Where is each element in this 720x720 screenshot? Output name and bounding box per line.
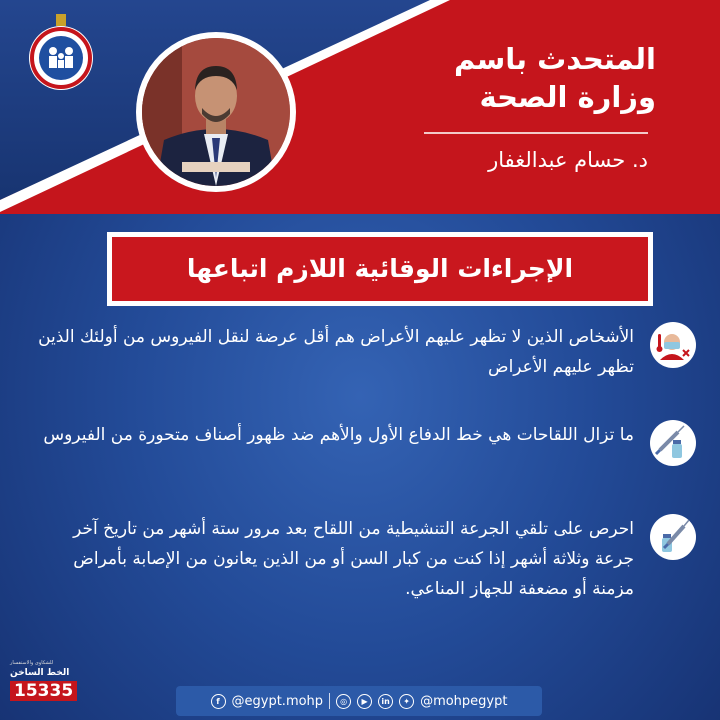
social-bar	[176, 686, 542, 716]
hotline-number[interactable]: 15335	[10, 681, 77, 701]
hotline-caption: للشكاوى والاستفسار	[10, 660, 54, 666]
item-text: الأشخاص الذين لا تظهر عليهم الأعراض هم أقل عرضة لنقل الفيروس من أولئك الذين تظهر عليهم الأعراض	[38, 327, 634, 377]
thermometer-mask-icon	[650, 322, 696, 368]
vaccine-syringe-icon	[650, 420, 696, 466]
twitter-icon[interactable]: ✦	[399, 694, 414, 709]
section-heading: الإجراءات الوقائية اللازم اتباعها	[112, 237, 648, 301]
list-item	[36, 514, 696, 610]
social-handle[interactable]: @mohpegypt	[420, 693, 508, 709]
speaker-name: د. حسام عبدالغفار	[488, 148, 648, 172]
title-line-1: المتحدث باسم	[453, 42, 656, 76]
title-divider	[424, 132, 648, 134]
list-item	[36, 420, 696, 470]
list-item	[36, 322, 696, 392]
facebook-handle[interactable]: @egypt.mohp	[231, 693, 324, 709]
hotline-label: الخط الساخن	[10, 668, 70, 678]
booster-syringe-icon	[650, 514, 696, 560]
item-text: احرص على تلقي الجرعة التنشيطية من اللقاح بعد مرور ستة أشهر من تاريخ آخر جرعة وثلاثة أشهر إذا كنت من كبار السن أو من الذين يعانون من الإصابة بأمراض مزمنة أو مضعفة للجهاز المناعي.	[73, 519, 634, 599]
facebook-icon[interactable]: f	[211, 694, 226, 709]
item-text: ما تزال اللقاحات هي خط الدفاع الأول والأهم ضد ظهور أصناف متحورة من الفيروس	[43, 425, 634, 445]
ministry-logo	[26, 14, 96, 98]
linkedin-icon[interactable]: in	[378, 694, 393, 709]
title-line-2: وزارة الصحة	[479, 80, 656, 114]
hotline-block	[10, 660, 80, 701]
social-divider	[329, 693, 330, 709]
header-title	[356, 40, 656, 116]
instagram-icon[interactable]: ◎	[336, 694, 351, 709]
youtube-icon[interactable]: ▶	[357, 694, 372, 709]
speaker-portrait	[142, 38, 290, 186]
